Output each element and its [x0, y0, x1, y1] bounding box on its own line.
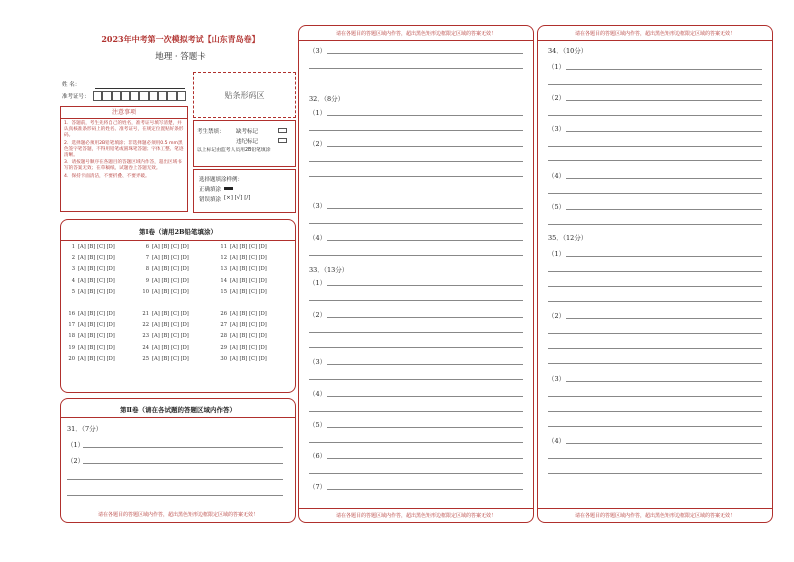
q33-part-7: （7）: [309, 483, 327, 491]
name-label: 姓 名：: [62, 82, 81, 88]
answer-line[interactable]: [548, 160, 762, 161]
q35-part-4: （4）: [548, 437, 566, 445]
answer-options[interactable]: [A] [B] [C] [D]: [152, 266, 189, 273]
answer-line[interactable]: [309, 347, 523, 348]
answer-options[interactable]: [A] [B] [C] [D]: [152, 277, 189, 284]
section1-grid[interactable]: [61, 220, 295, 392]
q33-label: 33．（13分）: [309, 266, 349, 274]
answer-line[interactable]: [548, 84, 762, 85]
section1-title: 第Ⅰ卷（请用2B铅笔填涂）: [138, 228, 218, 236]
question-number: 3: [71, 266, 75, 273]
ticket-boxes[interactable]: [93, 91, 186, 101]
question-number: 30: [220, 355, 227, 362]
q34-label: 34．（10分）: [548, 47, 588, 55]
q35-label: 35．（12分）: [548, 234, 588, 242]
correct-fill-label: 正确填涂: [199, 187, 222, 193]
answer-line[interactable]: [566, 256, 762, 257]
answer-options[interactable]: [A] [B] [C] [D]: [230, 311, 267, 317]
absence-note: 以上标记由监考人员用2B铅笔填涂: [197, 148, 271, 153]
question-number: 24: [142, 344, 149, 351]
absence-label: 考生禁填：: [197, 129, 225, 135]
question-number: 13: [220, 266, 227, 273]
answer-line[interactable]: [327, 489, 523, 490]
answer-line[interactable]: [548, 411, 762, 412]
answer-options[interactable]: [A] [B] [C] [D]: [230, 344, 267, 351]
q31-part-1: （1）: [67, 441, 85, 449]
answer-line[interactable]: [309, 332, 523, 333]
answer-options[interactable]: [A] [B] [C] [D]: [78, 255, 115, 262]
answer-options[interactable]: [A] [B] [C] [D]: [78, 277, 115, 284]
q33-part-5: （5）: [309, 421, 327, 429]
answer-line[interactable]: [309, 176, 523, 177]
section2-warning: 请在各题目的答题区域内作答，超出黑色矩形边框限定区域的答案无效！: [97, 512, 258, 518]
q31-line-2[interactable]: [83, 463, 283, 464]
answer-line[interactable]: [327, 208, 523, 209]
question-number: 27: [220, 322, 227, 329]
q34-part-4: （4）: [548, 172, 566, 180]
answer-line[interactable]: [327, 396, 523, 397]
answer-line[interactable]: [327, 115, 523, 116]
answer-options[interactable]: [A] [B] [C] [D]: [78, 244, 115, 250]
answer-options[interactable]: [A] [B] [C] [D]: [78, 311, 115, 317]
answer-line[interactable]: [309, 300, 523, 301]
col2-divider-bottom: [299, 508, 533, 509]
col2-divider-top: [299, 40, 533, 41]
answer-options[interactable]: [A] [B] [C] [D]: [230, 255, 267, 262]
answer-options[interactable]: [A] [B] [C] [D]: [78, 322, 115, 329]
question-number: 14: [220, 277, 227, 284]
q33-part-1: （1）: [309, 279, 327, 287]
answer-line[interactable]: [309, 223, 523, 224]
answer-options[interactable]: [A] [B] [C] [D]: [230, 333, 267, 340]
col2-warning-top: 请在各题目的答题区域内作答，超出黑色矩形边框限定区域的答案无效！: [335, 31, 496, 37]
question-number: 19: [68, 344, 75, 351]
section2-title: 第Ⅱ卷（请在各试题的答题区域内作答）: [120, 406, 236, 414]
answer-line[interactable]: [566, 381, 762, 382]
absence-box: [193, 120, 296, 167]
q34-part-5: （5）: [548, 203, 566, 211]
wrong-fill-label: 错误填涂: [199, 197, 222, 203]
q33-part-2: （2）: [309, 311, 327, 319]
q31-line-4[interactable]: [67, 495, 283, 496]
question-number: 25: [142, 355, 149, 362]
answer-line[interactable]: [309, 442, 523, 443]
question-number: 2: [71, 255, 75, 262]
col3-divider-top: [538, 40, 772, 41]
answer-options[interactable]: [A] [B] [C] [D]: [152, 333, 189, 340]
name-line: [95, 88, 185, 89]
question-number: 26: [220, 311, 227, 317]
answer-options[interactable]: [A] [B] [C] [D]: [152, 344, 189, 351]
question-number: 20: [68, 355, 75, 362]
answer-line[interactable]: [566, 178, 762, 179]
question-number: 17: [68, 322, 75, 329]
answer-options[interactable]: [A] [B] [C] [D]: [78, 355, 115, 362]
missing-checkbox[interactable]: [278, 128, 287, 133]
answer-line[interactable]: [309, 255, 523, 256]
answer-line[interactable]: [548, 333, 762, 334]
col2-panel: [298, 25, 534, 523]
answer-line[interactable]: [548, 193, 762, 194]
fill-sample-title: 选择题填涂样例：: [199, 177, 244, 183]
answer-line[interactable]: [566, 131, 762, 132]
answer-options[interactable]: [A] [B] [C] [D]: [230, 355, 267, 362]
answer-line[interactable]: [309, 68, 523, 69]
question-number: 28: [220, 333, 227, 340]
answer-options[interactable]: [A] [B] [C] [D]: [152, 355, 189, 362]
barcode-label: 贴条形码区: [224, 90, 265, 100]
fill-sample-box: [193, 169, 296, 213]
answer-options[interactable]: [A] [B] [C] [D]: [230, 288, 267, 295]
answer-options[interactable]: [A] [B] [C] [D]: [230, 322, 267, 329]
answer-options[interactable]: [A] [B] [C] [D]: [152, 244, 189, 250]
correct-fill-mark: [224, 187, 233, 190]
q30-part-3: （3）: [309, 47, 327, 55]
q33-part-6: （6）: [309, 452, 327, 460]
section2-divider: [61, 417, 295, 418]
answer-line[interactable]: [548, 286, 762, 287]
answer-options[interactable]: [A] [B] [C] [D]: [78, 266, 115, 273]
q33-part-4: （4）: [309, 390, 327, 398]
question-number: 23: [142, 333, 149, 340]
answer-line[interactable]: [566, 209, 762, 210]
answer-line[interactable]: [327, 240, 523, 241]
barcode-area: [193, 72, 296, 118]
answer-options[interactable]: [A] [B] [C] [D]: [230, 266, 267, 273]
q32-part-1: （1）: [309, 109, 327, 117]
answer-line[interactable]: [566, 100, 762, 101]
question-number: 8: [145, 266, 149, 273]
question-number: 22: [142, 322, 149, 329]
answer-line[interactable]: [327, 427, 523, 428]
col3-warning-bottom: 请在各题目的答题区域内作答，超出黑色矩形边框限定区域的答案无效！: [574, 513, 735, 519]
q35-part-3: （3）: [548, 375, 566, 383]
answer-line[interactable]: [566, 318, 762, 319]
notes-item-1: 1．答题前，考生先将自己的姓名，准考证号填写清楚，并认真核准条形码上的姓名、准考证号，在规定位置贴好条形码。: [64, 121, 184, 139]
answer-options[interactable]: [A] [B] [C] [D]: [230, 244, 267, 250]
answer-line[interactable]: [327, 53, 523, 54]
q32-part-2: （2）: [309, 140, 327, 148]
col3-divider-bottom: [538, 508, 772, 509]
answer-line[interactable]: [327, 146, 523, 147]
question-number: 21: [142, 311, 149, 317]
answer-line[interactable]: [327, 285, 523, 286]
notes-item-2: 2．选择题必须用2B铅笔填涂；非选择题必须用0.5 mm黑色签字笔答题，不得用铅笔或圆珠笔答题；字体工整、笔迹清晰。: [64, 140, 184, 159]
col2-warning-bottom: 请在各题目的答题区域内作答，超出黑色矩形边框限定区域的答案无效！: [335, 513, 496, 519]
answer-line[interactable]: [327, 458, 523, 459]
answer-line[interactable]: [548, 146, 762, 147]
exam-title: 2023年中考第一次模拟考试【山东青岛卷】: [101, 34, 260, 44]
question-number: 6: [145, 244, 149, 250]
answer-options[interactable]: [A] [B] [C] [D]: [152, 311, 189, 317]
answer-line[interactable]: [309, 411, 523, 412]
answer-line[interactable]: [548, 224, 762, 225]
q32-label: 32．（8分）: [309, 95, 345, 103]
question-number: 5: [71, 288, 75, 295]
section2-panel: [60, 398, 296, 523]
question-number: 11: [220, 244, 227, 250]
answer-line[interactable]: [327, 364, 523, 365]
notes-title: 注意事项: [61, 107, 187, 119]
answer-options[interactable]: [A] [B] [C] [D]: [78, 344, 115, 351]
subtitle: 地理 · 答题卡: [155, 52, 206, 62]
ticket-label: 准考证号：: [62, 94, 90, 100]
wrong-fill-marks: [×] [√] [/]: [224, 195, 251, 201]
col3-warning-top: 请在各题目的答题区域内作答，超出黑色矩形边框限定区域的答案无效！: [574, 31, 735, 37]
answer-line[interactable]: [548, 396, 762, 397]
answer-line[interactable]: [327, 317, 523, 318]
answer-line[interactable]: [566, 443, 762, 444]
question-number: 18: [68, 333, 75, 340]
answer-line[interactable]: [309, 379, 523, 380]
question-number: 4: [71, 277, 75, 284]
answer-options[interactable]: [A] [B] [C] [D]: [152, 255, 189, 262]
answer-options[interactable]: [A] [B] [C] [D]: [230, 277, 267, 284]
question-number: 7: [145, 255, 149, 262]
q31-line-1[interactable]: [83, 447, 283, 448]
answer-line[interactable]: [309, 161, 523, 162]
col3-panel: [537, 25, 773, 523]
question-number: 29: [220, 344, 227, 351]
violation-label: 违纪标记: [236, 139, 259, 145]
question-number: 1: [71, 244, 75, 250]
q31-label: 31．（7分）: [67, 425, 103, 433]
question-number: 16: [68, 311, 75, 317]
answer-line[interactable]: [548, 348, 762, 349]
answer-line[interactable]: [548, 458, 762, 459]
answer-options[interactable]: [A] [B] [C] [D]: [78, 288, 115, 295]
q35-part-2: （2）: [548, 312, 566, 320]
answer-line[interactable]: [548, 363, 762, 364]
answer-options[interactable]: [A] [B] [C] [D]: [152, 322, 189, 329]
notes-box: [60, 106, 188, 212]
q33-part-3: （3）: [309, 358, 327, 366]
answer-line[interactable]: [548, 301, 762, 302]
q31-line-3[interactable]: [67, 479, 283, 480]
question-number: 10: [142, 288, 149, 295]
notes-item-4: 4．保持卡面清洁，不要折叠、不要弄破。: [64, 173, 150, 179]
q35-part-1: （1）: [548, 250, 566, 258]
q34-part-1: （1）: [548, 63, 566, 71]
answer-line[interactable]: [309, 473, 523, 474]
notes-item-3: 3．请按题号顺序在各题目的答题区域内作答，超出区域书写的答案无效；在草稿纸、试题卷上答题无效。: [64, 160, 182, 172]
missing-label: 缺考标记: [236, 129, 259, 135]
answer-line[interactable]: [548, 473, 762, 474]
section1-panel: [60, 219, 296, 393]
violation-checkbox[interactable]: [278, 138, 287, 143]
q31-part-2: （2）: [67, 457, 85, 465]
q32-part-4: （4）: [309, 234, 327, 242]
answer-line[interactable]: [548, 115, 762, 116]
q34-part-3: （3）: [548, 125, 566, 133]
q32-part-3: （3）: [309, 202, 327, 210]
answer-options[interactable]: [A] [B] [C] [D]: [78, 333, 115, 340]
answer-options[interactable]: [A] [B] [C] [D]: [152, 288, 189, 295]
question-number: 9: [145, 277, 149, 284]
answer-line[interactable]: [548, 271, 762, 272]
question-number: 12: [220, 255, 227, 262]
answer-line[interactable]: [548, 426, 762, 427]
answer-line[interactable]: [566, 69, 762, 70]
answer-line[interactable]: [309, 130, 523, 131]
question-number: 15: [220, 288, 227, 295]
q34-part-2: （2）: [548, 94, 566, 102]
